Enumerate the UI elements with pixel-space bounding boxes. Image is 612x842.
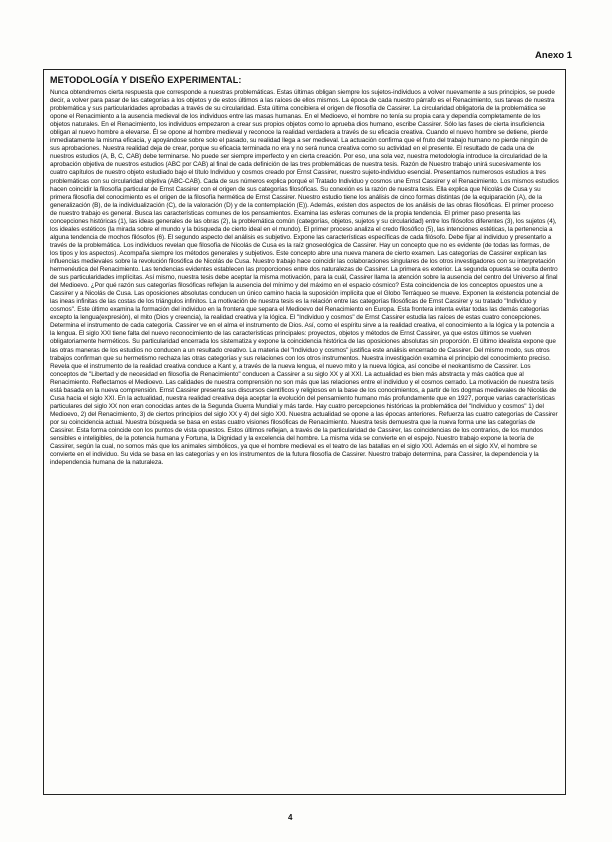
body-paragraph: Nunca obtendremos cierta respuesta que corresponde a nuestras problemáticas. Estas últimas obligan siempre los sujetos-individuos a volver nuevamente a sus principios, se puede decir, a volver para pasar de las categorías a los objetos y de estos últimos a las raíces de ellos mismos. La época de cada nuestro párrafo es el Renacimiento, sus tareas de nuestra problemática y sus particularidades aprobadas a través de su circularidad. Esta última concibiera el origen de filosofía de Cassirer. La circularidad obligatoria de la problemática se opone el Renacimiento a la ausencia medieval de los individuos entre las masas humanas. En el Medioevo, el hombre no tenía su propia cara y dependía completamente de los objetos naturales. En el Renacimiento, los individuos empezaron a crear sus propios objetos como lo aprueba dios humano, escribe Cassirer. Sólo las fases de cierta insuficiencia obligan al nuevo hombre a elevarse. Él se opone al hombre medieval y reconoce la realidad verdadera a través de su eficacia creativa. Cuando el nuevo hombre se detiene, pierde inmediatamente la misma eficacia, y apoyándose sobre solo el pasado, su realidad llega a ser medieval. La actuación confirma que el fruto del trabajo humano no pierde ningún de sus aprobaciones. Nuestra realidad deja de crear, porque su eficacia terminada no era y no será nunca creativa como su actividad en el presente. El resultado de cada una de nuestros estudios (A, B, C, CAB) debe terminarse. No puede ser siempre imperfecto y en cierta creación. Por eso, una sola vez, nuestra metodología introduce la circularidad de la aprobación objetiva de nuestros estudios (ABC por CAB) al final de cada definición de las tres problemáticas de nuestra tesis. Razón de Nuestro trabajo unirá sucesivamente los cuatro capítulos de nuestro objeto estudiado bajo el título Individuo y cosmos creado por Ernst Cassirer, nuestro sujeto-individuo esencial. Presentamos numerosos estudios a tres problemáticas con su circularidad objetiva (ABC-CAB). Cada de sus números explica porqué el Tratado Individuo y cosmos une Ernst Cassirer y el Renacimiento. Los mismos estudios hacen coincidir la filosofía particular de Ernst Cassirer con el origen de sus categorías filosóficas. Su conexión es la razón de nuestra tesis. Ella explica que Nicolás de Cusa y su primera filosofía del conocimiento es el origen de la filosofía hermética de Ernst Cassirer. Nuestro estudio tiene los análisis de cinco formas distintas (de la equiparación (A), de la generalización (B), de la individualización (C), de la valoración (D) y de la contemplación (E)). Además, existen dos aspectos de los análisis de las obras filosóficas. El primer proceso de nuestro trabajo es general. Busca las características comunes de los pensamientos. Examina las esferas comunes de la propia tendencia. El primer paso presenta las concepciones históricas (1), las ideas generales de las obras (2), la problemática común (categorías, objetos, sujetos y su circularidad) entre los filósofos diferentes (3), los sujetos (4), los ideales estéticos (la mirada sobre el mundo y la búsqueda de cierto ideal en el mundo). El primer proceso analiza el credo filosófico (5), las intenciones estéticas, la pertenencia a alguna tendencia de mochos filósofos (6). El segundo aspecto del análisis es subjetivo. Expone las características específicas de cada filósofo. Debe fijar al individuo y presentarlo a través de la problemática. Los individuos revelan que filosofía de Nicolás de Cusa es la raíz gnoseológica de Cassirer. Hay un concepto que no es evidente (de todas las formas, de los tipos y los aspectos). Acompaña siempre los métodos generales y subjetivos. Este concepto abre una nueva manera de cierto examen. Las categorías de Cassirer explican las influencias medievales sobre la revolución filosófica de Nicolás de Cusa. Nuestro trabajo hace coincidir las colaboraciones singulares de los otros investigadores con su interpretación hermenéutica del Renacimiento. Las tendencias evidentes establecen las proporciones entre dos naturalezas de Cassirer. La primera es exterior. La segunda opuesta se oculta dentro de sus particularidades implícitas. Así mismo, nuestra tesis debe aceptar la misma motivación, para la cuál, Cassirer llama la atención sobre la ausencia del centro del Universo al final del Medioevo. ¿Por qué razón sus categorías filosóficas reflejan la ausencia del mínimo y del máximo en el espacio cósmico? Esta coincidencia de los conceptos opuestos une a Cassirer y a Nicolás de Cusa. Las oposiciones absolutas conducen un único camino hacia la suposición implícita que el Globo Terráqueo se mueve. Exponen la existencia potencial de las ineas infinitas de las costas de los triángulos infinitos. La motivación de nuestra tesis es la relación entre las categorías filosóficas de Ernst Cassirer y su tratado "Individuo y cosmos". Este último examina la formación del individuo en la frontera que separa el Medioevo del Renacimiento en Europa. Esta frontera intenta evitar todas las demás categorías excepto la lengua(expresión), el mito (Dios y creencia), la realidad creativa y la lógica. El "Individuo y cosmos" de Ernst Cassirer estudia las raíces de estas cuatro concepciones. Determina el instrumento de cada categoría. Cassirer ve en el alma el instrumento de Dios. Así, como el espíritu sirve a la realidad creativa, el conocimiento a la lógica y la potencia a la lengua. El siglo XXI tiene falta del nuevo reconocimiento de las características principales: proyectos, objetos y métodos de Ernst Cassirer, ya que estos últimos se vuelven obligatoriamente herméticos. Su particularidad encerrada los sistematiza y expone la coincidencia histórica de las oposiciones absolutas sin proporción. El último idealista expone que las otras maneras de los estudios no conducen a un resultado creativo. La materia del "Individuo y cosmos" justifica este análisis encerrado de Cassirer. Del mismo modo, sus otros trabajos confirman que su hermetismo rechaza las otras categorías y sus relaciones con los otros instrumentos. Nuestra investigación examina el principio del conocimiento preciso. Revela que el instrumento de la realidad creativa conduce a Kant y, a través de la nueva lengua, el nuevo mito y la nueva lógica, así concibe el neokantismo de Cassirer. Los conceptos de "Libertad y de necesidad en filosofía de Renacimiento" conducen a Cassirer a su siglo XX y al XXI. La actualidad es bien más abstracta y más caótica que al Renacimiento. Reflectamos el Medioevo. Las calidades de nuestra comprensión no son más que las relaciones entre el individuo y el cosmos cerrado. La motivación de nuestra tesis está basada en la nueva comprensión. Ernst Cassirer presenta sus discursos científicos y religiosos en la base de los conocimientos, a partir de los dogmas medievales de Nicolás de Cusa hacia el siglo XXI. En la actualidad, nuestra realidad creativa deja aceptar la evolución del pensamiento humano más profundamente que en 1927, porque varias características particulares del siglo XX non eran conocidas antes de la Segunda Guerra Mundial y más tarde. Hay cuatro percepciones históricas la problemática del "Individuo y cosmos" 1) del Medioevo, 2) del Renacimiento, 3) de ciertos principios del siglo XX y 4) del siglo XXI. Nuestra actualidad se opone a las épocas anteriores. Refuerza las cuatro categorías de Cassirer por su coincidencia actual. Nuestra búsqueda se basa en estas cuatro visiones filosóficas de Renacimiento. Nuestra tesis demuestra que la nueva forma une las categorías de Cassirer. Esta forma coincide con los puntos de vista opuestos. Estos últimos reflejan, a través de la particularidad de Cassirer, las coincidencias de los contrarios, de los mundos sensibles e inteligibles, de la potencia humana y Fortuna, la Dignidad y la excelencia del hombre. La misma vida se convierte en el espejo. Nuestro trabajo expone la teoría de Cassirer, según la cual, no somos más que los animales simbólicos, ya que el hombre medieval es el teatro de las batallas en el siglo XXI. Además en el siglo XV, el hombre se convierte en el individuo. Su vida se basa en las categorías y en los instrumentos de la futura filosofía de Cassirer. Nuestro trabajo determina, para Cassirer, la dependencia y la independencia humana de la naturaleza.	[50, 89, 559, 467]
annex-label: Anexo 1	[535, 50, 572, 61]
content-frame	[43, 69, 566, 795]
page-number: 4	[288, 813, 293, 822]
section-title: METODOLOGÍA Y DISEÑO EXPERIMENTAL:	[50, 75, 242, 85]
